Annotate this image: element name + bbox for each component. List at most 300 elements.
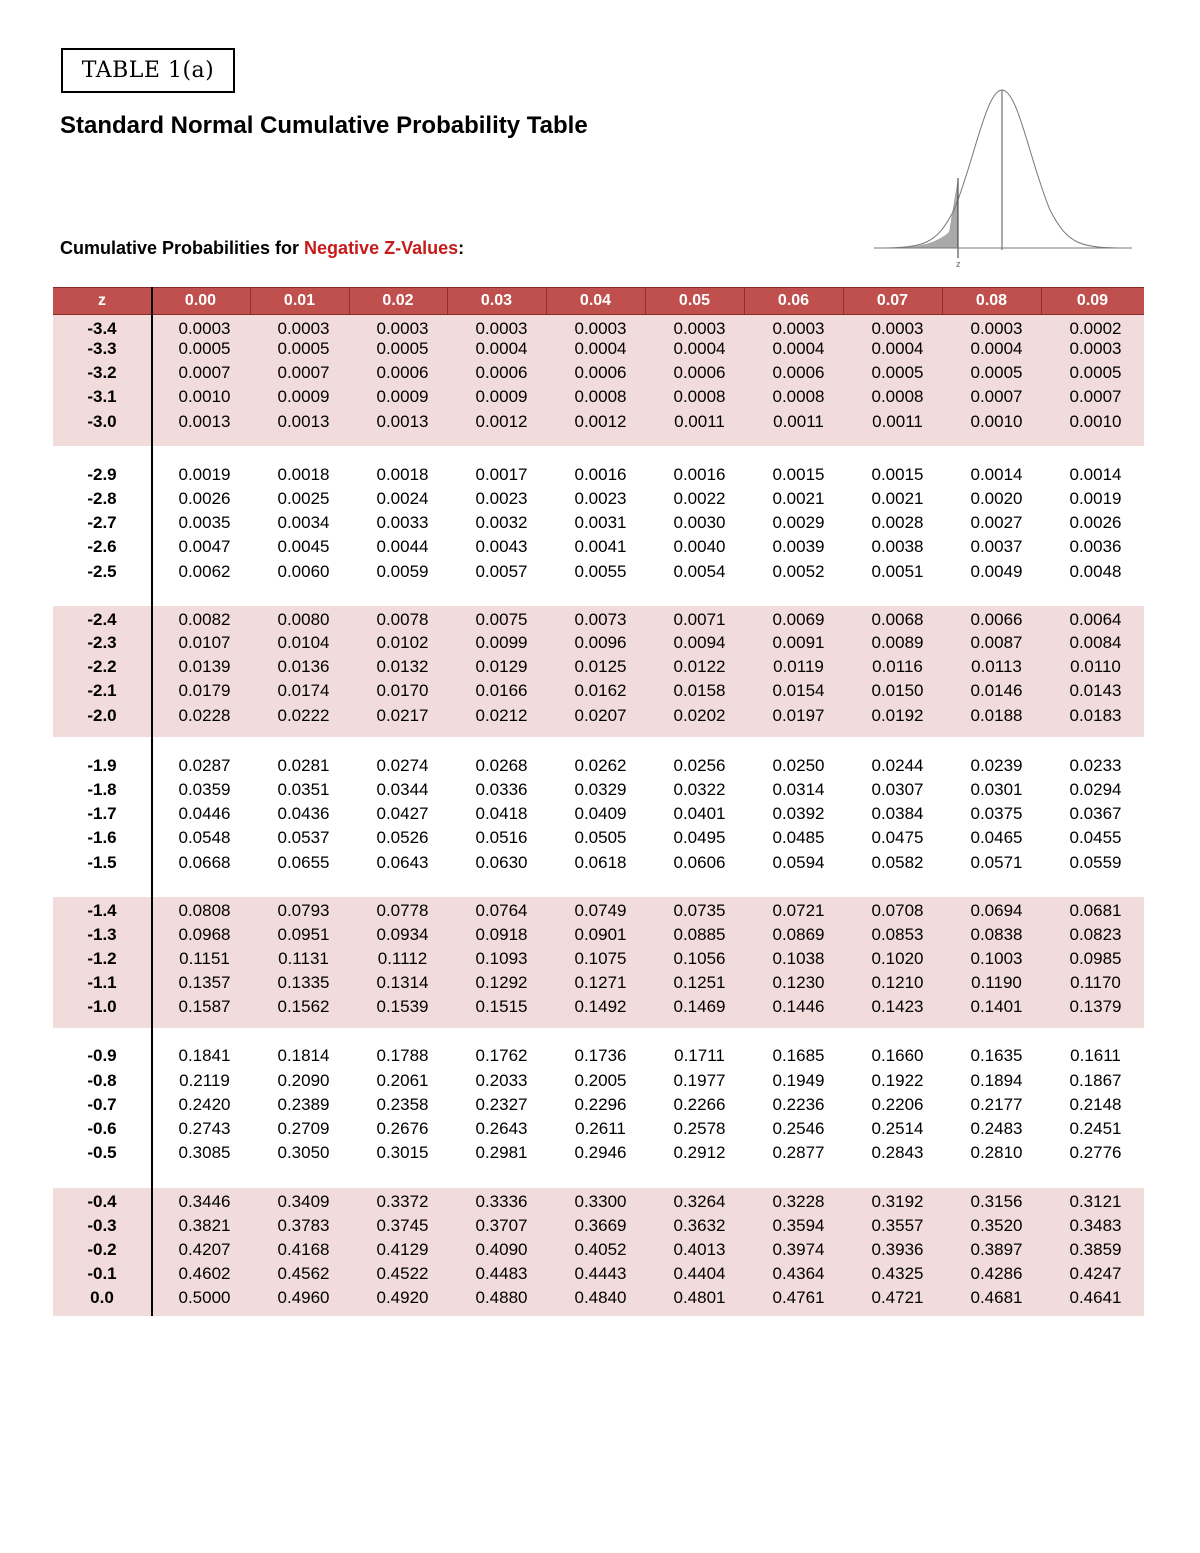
probability-cell: 0.0011 (773, 412, 824, 431)
probability-cell: 0.0031 (574, 513, 627, 532)
probability-cell: 0.0010 (1069, 412, 1122, 431)
table-row (53, 803, 1144, 825)
z-value: -0.2 (87, 1240, 117, 1259)
probability-cell: 0.0013 (178, 412, 231, 431)
probability-cell: 0.0027 (970, 513, 1023, 532)
probability-cell: 0.3483 (1069, 1216, 1122, 1235)
probability-cell: 0.0392 (772, 804, 825, 823)
z-axis-label: z (956, 259, 961, 269)
row-group (53, 1188, 1144, 1316)
probability-cell: 0.2296 (574, 1095, 627, 1114)
probability-cell: 0.0548 (178, 828, 231, 847)
probability-cell: 0.0082 (178, 610, 231, 629)
probability-cell: 0.0202 (673, 706, 726, 725)
probability-cell: 0.2358 (376, 1095, 429, 1114)
probability-cell: 0.0951 (277, 925, 330, 944)
probability-cell: 0.4129 (376, 1240, 429, 1259)
probability-cell: 0.0179 (178, 681, 231, 700)
probability-cell: 0.0170 (376, 681, 429, 700)
probability-cell: 0.0009 (277, 387, 330, 406)
probability-cell: 0.0024 (376, 489, 429, 508)
probability-cell: 0.0307 (871, 780, 924, 799)
probability-cell: 0.0526 (376, 828, 429, 847)
probability-cell: 0.1335 (277, 973, 330, 992)
probability-cell: 0.0294 (1069, 780, 1122, 799)
probability-cell: 0.0129 (475, 657, 528, 676)
probability-cell: 0.1977 (673, 1071, 726, 1090)
probability-cell: 0.0006 (673, 363, 726, 382)
probability-cell: 0.2206 (871, 1095, 924, 1114)
z-value: -0.5 (87, 1143, 117, 1162)
probability-cell: 0.4168 (277, 1240, 330, 1259)
probability-cell: 0.3897 (970, 1240, 1023, 1259)
table-label: TABLE 1(a) (61, 48, 235, 93)
probability-cell: 0.0336 (475, 780, 528, 799)
table-row (53, 1287, 1144, 1309)
probability-cell: 0.0004 (673, 339, 726, 358)
probability-cell: 0.3974 (772, 1240, 825, 1259)
probability-cell: 0.1401 (970, 997, 1023, 1016)
probability-cell: 0.4364 (772, 1264, 825, 1283)
probability-cell: 0.0018 (376, 465, 429, 484)
probability-cell: 0.0314 (772, 780, 825, 799)
probability-cell: 0.0006 (772, 363, 825, 382)
probability-cell: 0.0918 (475, 925, 528, 944)
probability-cell: 0.0004 (475, 339, 528, 358)
shaded-tail-area (884, 178, 958, 248)
probability-cell: 0.1314 (376, 973, 429, 992)
header-z: z (98, 292, 106, 309)
probability-cell: 0.0073 (574, 610, 627, 629)
probability-cell: 0.0003 (673, 319, 726, 338)
probability-cell: 0.0465 (970, 828, 1023, 847)
probability-cell: 0.1075 (574, 949, 627, 968)
probability-cell: 0.0681 (1069, 901, 1122, 920)
probability-cell: 0.2611 (575, 1119, 626, 1138)
probability-cell: 0.1711 (674, 1046, 725, 1065)
header-col: 0.07 (876, 292, 909, 309)
probability-cell: 0.2033 (475, 1071, 528, 1090)
table-row (53, 1239, 1144, 1261)
probability-cell: 0.0003 (178, 319, 231, 338)
z-value: -3.4 (87, 319, 117, 338)
probability-cell: 0.1020 (871, 949, 924, 968)
row-group (53, 752, 1144, 882)
probability-cell: 0.0119 (773, 657, 824, 676)
probability-cell: 0.2709 (277, 1119, 330, 1138)
probability-cell: 0.0015 (772, 465, 825, 484)
probability-cell: 0.0019 (178, 465, 231, 484)
probability-cell: 0.0869 (772, 925, 825, 944)
probability-cell: 0.0250 (772, 756, 825, 775)
probability-cell: 0.1292 (475, 973, 528, 992)
probability-cell: 0.1587 (178, 997, 231, 1016)
probability-cell: 0.0132 (376, 657, 429, 676)
probability-cell: 0.0003 (970, 319, 1023, 338)
probability-cell: 0.0985 (1069, 949, 1122, 968)
z-column-divider (151, 287, 153, 1316)
probability-cell: 0.1867 (1069, 1071, 1122, 1090)
probability-cell: 0.4721 (871, 1288, 924, 1307)
probability-cell: 0.0051 (871, 562, 924, 581)
table-row (53, 779, 1144, 801)
z-value: -2.1 (87, 681, 117, 700)
probability-cell: 0.4207 (178, 1240, 231, 1259)
probability-cell: 0.1271 (574, 973, 627, 992)
probability-cell: 0.5000 (178, 1288, 231, 1307)
probability-cell: 0.0154 (772, 681, 825, 700)
probability-cell: 0.0071 (673, 610, 726, 629)
z-value: -1.2 (87, 949, 117, 968)
probability-cell: 0.0007 (178, 363, 231, 382)
probability-cell: 0.2451 (1069, 1119, 1122, 1138)
z-value: -1.7 (87, 804, 117, 823)
header-col: 0.00 (184, 292, 217, 309)
probability-cell: 0.0025 (277, 489, 330, 508)
probability-cell: 0.0446 (178, 804, 231, 823)
probability-cell: 0.0003 (376, 319, 429, 338)
probability-cell: 0.0136 (277, 657, 330, 676)
z-value: -3.1 (87, 387, 117, 406)
probability-cell: 0.3594 (772, 1216, 825, 1235)
probability-cell: 0.0233 (1069, 756, 1122, 775)
probability-cell: 0.3121 (1069, 1192, 1122, 1211)
z-value: -0.1 (87, 1264, 117, 1283)
probability-cell: 0.4483 (475, 1264, 528, 1283)
table-row (53, 972, 1144, 994)
probability-cell: 0.0007 (1069, 387, 1122, 406)
probability-cell: 0.0228 (178, 706, 231, 725)
probability-cell: 0.4325 (871, 1264, 924, 1283)
probability-cell: 0.0008 (772, 387, 825, 406)
probability-cell: 0.0009 (475, 387, 528, 406)
normal-curve-figure (874, 82, 1134, 272)
probability-cell: 0.4013 (673, 1240, 726, 1259)
probability-cell: 0.4090 (475, 1240, 528, 1259)
probability-cell: 0.0274 (376, 756, 429, 775)
probability-cell: 0.0003 (772, 319, 825, 338)
probability-cell: 0.3707 (475, 1216, 528, 1235)
probability-cell: 0.0268 (475, 756, 528, 775)
table-row (53, 1094, 1144, 1116)
probability-cell: 0.0002 (1069, 319, 1122, 338)
table-row (53, 1215, 1144, 1237)
probability-cell: 0.0047 (178, 537, 231, 556)
probability-cell: 0.0375 (970, 804, 1023, 823)
probability-cell: 0.0174 (277, 681, 330, 700)
probability-cell: 0.1539 (376, 997, 429, 1016)
probability-cell: 0.0113 (971, 657, 1022, 676)
probability-cell: 0.1894 (970, 1071, 1023, 1090)
probability-cell: 0.1210 (871, 973, 924, 992)
probability-cell: 0.1230 (772, 973, 825, 992)
probability-cell: 0.0017 (475, 465, 528, 484)
table-row (53, 411, 1144, 433)
probability-cell: 0.4840 (574, 1288, 627, 1307)
probability-cell: 0.2005 (574, 1071, 627, 1090)
probability-cell: 0.0764 (475, 901, 528, 920)
probability-cell: 0.0222 (277, 706, 330, 725)
probability-cell: 0.0516 (475, 828, 528, 847)
probability-cell: 0.0075 (475, 610, 528, 629)
probability-cell: 0.1038 (772, 949, 825, 968)
probability-cell: 0.3821 (178, 1216, 231, 1235)
probability-cell: 0.2090 (277, 1071, 330, 1090)
probability-cell: 0.0344 (376, 780, 429, 799)
header-col: 0.06 (777, 292, 810, 309)
probability-cell: 0.0041 (574, 537, 627, 556)
probability-cell: 0.3669 (574, 1216, 627, 1235)
probability-cell: 0.0029 (772, 513, 825, 532)
probability-cell: 0.0013 (277, 412, 330, 431)
table-row (53, 512, 1144, 534)
probability-cell: 0.0668 (178, 853, 231, 872)
probability-cell: 0.0007 (970, 387, 1023, 406)
probability-cell: 0.0014 (970, 465, 1023, 484)
probability-cell: 0.0838 (970, 925, 1023, 944)
z-value: -1.6 (87, 828, 117, 847)
header-separator (843, 288, 844, 314)
probability-cell: 0.0256 (673, 756, 726, 775)
probability-cell: 0.3015 (376, 1143, 429, 1162)
probability-cell: 0.4404 (673, 1264, 726, 1283)
probability-cell: 0.0004 (970, 339, 1023, 358)
probability-cell: 0.2236 (772, 1095, 825, 1114)
probability-cell: 0.0367 (1069, 804, 1122, 823)
table-row (53, 386, 1144, 408)
probability-cell: 0.0301 (970, 780, 1023, 799)
probability-cell: 0.2776 (1069, 1143, 1122, 1162)
probability-cell: 0.3745 (376, 1216, 429, 1235)
probability-cell: 0.4920 (376, 1288, 429, 1307)
probability-cell: 0.4443 (574, 1264, 627, 1283)
probability-cell: 0.0427 (376, 804, 429, 823)
probability-cell: 0.4681 (970, 1288, 1023, 1307)
probability-cell: 0.0122 (673, 657, 726, 676)
probability-cell: 0.0384 (871, 804, 924, 823)
probability-cell: 0.1003 (970, 949, 1023, 968)
probability-cell: 0.0033 (376, 513, 429, 532)
probability-cell: 0.0606 (673, 853, 726, 872)
probability-cell: 0.2389 (277, 1095, 330, 1114)
probability-cell: 0.4641 (1069, 1288, 1122, 1307)
table-row (53, 536, 1144, 558)
probability-cell: 0.0064 (1069, 610, 1122, 629)
z-value: -0.6 (87, 1119, 117, 1138)
probability-cell: 0.0197 (772, 706, 825, 725)
z-value: -0.7 (87, 1095, 117, 1114)
probability-cell: 0.0281 (277, 756, 330, 775)
probability-cell: 0.0021 (871, 489, 924, 508)
probability-cell: 0.0039 (772, 537, 825, 556)
row-group (53, 897, 1144, 1028)
probability-cell: 0.0066 (970, 610, 1023, 629)
probability-cell: 0.3228 (772, 1192, 825, 1211)
probability-cell: 0.0212 (475, 706, 528, 725)
probability-cell: 0.0094 (673, 633, 726, 652)
probability-cell: 0.2148 (1069, 1095, 1122, 1114)
header-separator (942, 288, 943, 314)
probability-cell: 0.0005 (871, 363, 924, 382)
probability-cell: 0.0005 (1069, 363, 1122, 382)
probability-cell: 0.0183 (1069, 706, 1122, 725)
table-row (53, 1263, 1144, 1285)
z-value: 0.0 (90, 1288, 114, 1307)
probability-cell: 0.0068 (871, 610, 924, 629)
probability-cell: 0.3859 (1069, 1240, 1122, 1259)
probability-cell: 0.0968 (178, 925, 231, 944)
probability-cell: 0.0158 (673, 681, 726, 700)
probability-cell: 0.0096 (574, 633, 627, 652)
table-row (53, 561, 1144, 583)
table-row (53, 632, 1144, 654)
probability-cell: 0.2420 (178, 1095, 231, 1114)
probability-cell: 0.0351 (277, 780, 330, 799)
probability-cell: 0.0262 (574, 756, 627, 775)
probability-cell: 0.2177 (970, 1095, 1023, 1114)
probability-cell: 0.1922 (871, 1071, 924, 1090)
probability-cell: 0.0239 (970, 756, 1023, 775)
probability-cell: 0.3409 (277, 1192, 330, 1211)
probability-cell: 0.0643 (376, 853, 429, 872)
probability-cell: 0.0054 (673, 562, 726, 581)
z-value: -2.6 (87, 537, 117, 556)
probability-cell: 0.1093 (475, 949, 528, 968)
probability-cell: 0.0069 (772, 610, 825, 629)
row-group (53, 461, 1144, 591)
probability-cell: 0.1685 (772, 1046, 825, 1065)
probability-cell: 0.4960 (277, 1288, 330, 1307)
probability-cell: 0.0084 (1069, 633, 1122, 652)
probability-cell: 0.0006 (376, 363, 429, 382)
probability-cell: 0.0015 (871, 465, 924, 484)
probability-cell: 0.1056 (673, 949, 726, 968)
table-row (53, 338, 1144, 360)
z-value: -2.2 (87, 657, 117, 676)
probability-cell: 0.0023 (574, 489, 627, 508)
probability-cell: 0.0359 (178, 780, 231, 799)
z-value: -1.4 (87, 901, 117, 920)
probability-cell: 0.0571 (970, 853, 1023, 872)
probability-cell: 0.2327 (475, 1095, 528, 1114)
probability-cell: 0.3372 (376, 1192, 429, 1211)
probability-cell: 0.3520 (970, 1216, 1023, 1235)
probability-cell: 0.0721 (772, 901, 825, 920)
z-value: -2.9 (87, 465, 117, 484)
z-value: -2.7 (87, 513, 117, 532)
table-row (53, 900, 1144, 922)
probability-cell: 0.0028 (871, 513, 924, 532)
probability-cell: 0.0035 (178, 513, 231, 532)
probability-cell: 0.3300 (574, 1192, 627, 1211)
probability-cell: 0.0436 (277, 804, 330, 823)
probability-cell: 0.0485 (772, 828, 825, 847)
probability-cell: 0.1660 (871, 1046, 924, 1065)
probability-cell: 0.3936 (871, 1240, 924, 1259)
probability-cell: 0.0749 (574, 901, 627, 920)
probability-cell: 0.2912 (673, 1143, 726, 1162)
probability-cell: 0.0012 (475, 412, 528, 431)
probability-cell: 0.0049 (970, 562, 1023, 581)
z-value: -1.9 (87, 756, 117, 775)
probability-cell: 0.0005 (376, 339, 429, 358)
probability-cell: 0.0018 (277, 465, 330, 484)
probability-cell: 0.0023 (475, 489, 528, 508)
probability-cell: 0.0062 (178, 562, 231, 581)
probability-cell: 0.2483 (970, 1119, 1023, 1138)
probability-cell: 0.0735 (673, 901, 726, 920)
probability-cell: 0.0013 (376, 412, 429, 431)
probability-cell: 0.2578 (673, 1119, 726, 1138)
probability-cell: 0.0630 (475, 853, 528, 872)
probability-cell: 0.0078 (376, 610, 429, 629)
probability-cell: 0.0778 (376, 901, 429, 920)
probability-cell: 0.0582 (871, 853, 924, 872)
table-row (53, 705, 1144, 727)
probability-cell: 0.0559 (1069, 853, 1122, 872)
probability-cell: 0.0005 (277, 339, 330, 358)
probability-cell: 0.0009 (376, 387, 429, 406)
z-value: -1.0 (87, 997, 117, 1016)
probability-cell: 0.4602 (178, 1264, 231, 1283)
z-value: -2.3 (87, 633, 117, 652)
probability-cell: 0.2061 (376, 1071, 429, 1090)
probability-cell: 0.2981 (475, 1143, 528, 1162)
probability-cell: 0.0188 (970, 706, 1023, 725)
table-row (53, 680, 1144, 702)
probability-cell: 0.3264 (673, 1192, 726, 1211)
probability-cell: 0.3192 (871, 1192, 924, 1211)
z-value: -1.1 (87, 973, 117, 992)
probability-cell: 0.4286 (970, 1264, 1023, 1283)
probability-cell: 0.1379 (1069, 997, 1122, 1016)
probability-cell: 0.2643 (475, 1119, 528, 1138)
probability-cell: 0.0934 (376, 925, 429, 944)
probability-cell: 0.0004 (574, 339, 627, 358)
header-col: 0.05 (678, 292, 711, 309)
probability-cell: 0.0409 (574, 804, 627, 823)
probability-cell: 0.0006 (574, 363, 627, 382)
z-value: -0.8 (87, 1071, 117, 1090)
probability-cell: 0.2266 (673, 1095, 726, 1114)
probability-cell: 0.1515 (475, 997, 528, 1016)
header-separator (349, 288, 350, 314)
probability-cell: 0.0048 (1069, 562, 1122, 581)
header-col: 0.08 (975, 292, 1008, 309)
probability-cell: 0.0034 (277, 513, 330, 532)
probability-cell: 0.0808 (178, 901, 231, 920)
table-row (53, 827, 1144, 849)
probability-cell: 0.0004 (871, 339, 924, 358)
z-value: -3.3 (87, 339, 117, 358)
header-separator (1041, 288, 1042, 314)
probability-cell: 0.1251 (673, 973, 726, 992)
probability-cell: 0.0011 (674, 412, 725, 431)
probability-cell: 0.0207 (574, 706, 627, 725)
probability-cell: 0.0091 (772, 633, 825, 652)
z-value: -1.8 (87, 780, 117, 799)
probability-cell: 0.3632 (673, 1216, 726, 1235)
table-row (53, 948, 1144, 970)
probability-cell: 0.0005 (178, 339, 231, 358)
probability-cell: 0.0003 (871, 319, 924, 338)
header-col: 0.09 (1076, 292, 1109, 309)
probability-cell: 0.0087 (970, 633, 1023, 652)
probability-cell: 0.1611 (1070, 1046, 1121, 1065)
probability-cell: 0.0008 (871, 387, 924, 406)
header-col: 0.01 (283, 292, 316, 309)
probability-cell: 0.4801 (673, 1288, 726, 1307)
